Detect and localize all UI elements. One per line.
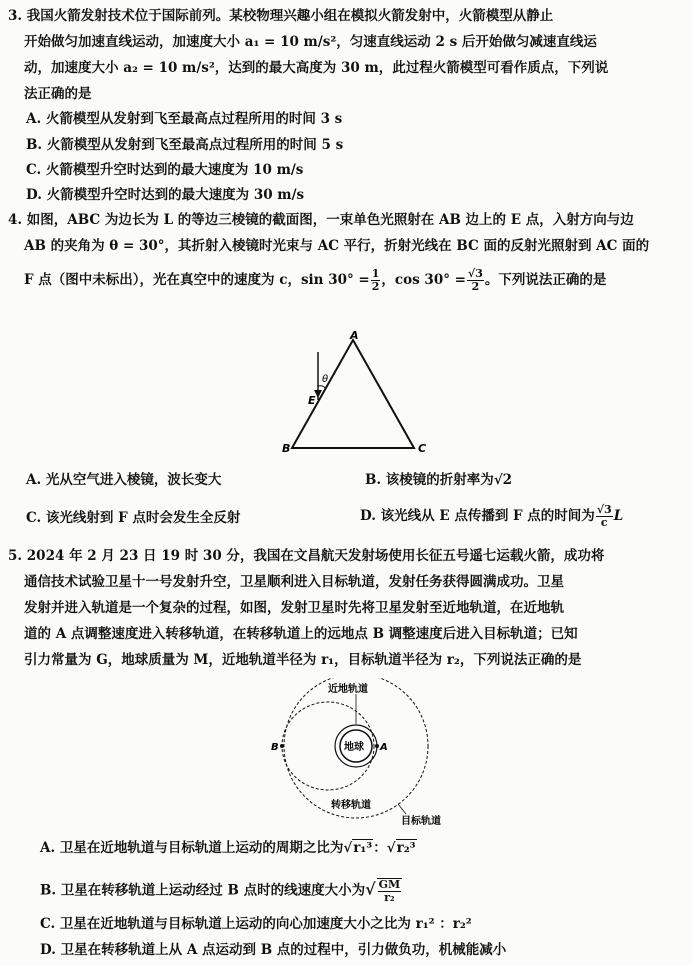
transfer-orbit-label: 转移轨道 [331, 800, 371, 811]
q5-option-c: C. 卫星在近地轨道与目标轨道上运动的向心加速度大小之比为 r₁² ：r₂² [40, 916, 472, 932]
q4-stem-line-3-part-c: 。下列说法正确的是 [484, 272, 607, 288]
q5-option-a-r2: r₂³ [396, 840, 416, 856]
q5-option-a-text: A. 卫星在近地轨道与目标轨道上运动的周期之比为 [40, 840, 344, 856]
q4-option-b-text: B. 该棱镜的折射率为 [365, 472, 494, 488]
target-orbit-leader [398, 804, 406, 814]
q3-option-a: A. 火箭模型从发射到飞至最高点过程所用的时间 3 s [26, 111, 343, 127]
q4-option-c: C. 该光线射到 F 点时会发生全反射 [26, 510, 241, 526]
q5-option-b-fraction [377, 878, 403, 904]
q4-stem-line-3 [24, 268, 606, 293]
q3-stem-line-4: 法正确的是 [24, 86, 92, 102]
cos30-den: 2 [471, 280, 480, 293]
q3-stem-line-3: 动，加速度大小 a₂ = 10 m/s²，达到的最大高度为 30 m，此过程火箭模型可看作质点，下列说 [24, 60, 609, 76]
point-a-label: A [380, 742, 388, 753]
q5-stem-line-5: 引力常量为 G，地球质量为 M，近地轨道半径为 r₁，目标轨道半径为 r₂，下列说法正确的是 [24, 652, 582, 668]
q5-stem-line-4: 道的 A 点调整速度进入转移轨道，在转移轨道上的远地点 B 调整速度后进入目标轨道；已知 [24, 626, 578, 642]
q3-stem-line-1: 3. 我国火箭发射技术位于国际前列。某校物理兴趣小组在模拟火箭发射中，火箭模型从静止 [8, 8, 554, 24]
cos30-num: √3 [467, 267, 483, 280]
q5-option-b-den: r₂ [384, 891, 395, 904]
q5-option-d: D. 卫星在转移轨道上从 A 点运动到 B 点的过程中，引力做负功，机械能减小 [40, 942, 507, 958]
point-b-label: B [271, 742, 279, 753]
q3-option-c: C. 火箭模型升空时达到的最大速度为 10 m/s [26, 162, 304, 178]
q5-option-a-r1: r₁³ [353, 840, 373, 856]
point-e-label: E [308, 394, 316, 407]
q3-option-d: D. 火箭模型升空时达到的最大速度为 30 m/s [26, 187, 305, 203]
q4-stem-line-3-part-a: F 点（图中未标出），光在真空中的速度为 c，sin 30° = [24, 272, 370, 288]
theta-label: θ [322, 374, 329, 385]
vertex-c-label: C [418, 442, 427, 455]
q5-stem-line-3: 发射并进入轨道是一个复杂的过程，如图，发射卫星时先将卫星发射至近地轨道，在近地轨 [24, 600, 564, 616]
orbit-figure [268, 678, 468, 828]
q4-stem-line-3-part-b: ，cos 30° = [381, 272, 466, 288]
q3-option-b: B. 火箭模型从发射到飞至最高点过程所用的时间 5 s [26, 137, 344, 153]
q4-option-b-value: √2 [493, 472, 513, 488]
q4-option-d-fraction [596, 504, 613, 529]
sin30-den: 2 [371, 280, 380, 293]
q3-stem-line-2: 开始做匀加速直线运动，加速度大小 a₁ = 10 m/s²，匀速直线运动 2 s 后开始做匀减速直线运 [24, 34, 597, 50]
q5-stem-line-1: 5. 2024 年 2 月 23 日 19 时 30 分，我国在文昌航天发射场使用长征五号遥七运载火箭，成功将 [8, 548, 605, 564]
prism-figure [278, 330, 428, 460]
q5-option-b: B. 卫星在转移轨道上运动经过 B 点时的线速度大小为√ $\frac{GM}{\text{r₂}}$ [40, 878, 401, 904]
q4-option-d-text: D. 该光线从 E 点传播到 F 点的时间为 [360, 508, 595, 524]
q4-option-d-den: c [600, 516, 608, 529]
vertex-a-label: A [350, 330, 359, 342]
q5-option-a: A. 卫星在近地轨道与目标轨道上运动的周期之比为√r₁³：√r₂³ [40, 840, 416, 856]
sin30-fraction [371, 268, 381, 293]
q5-stem-line-2: 通信技术试验卫星十一号发射升空，卫星顺利进入目标轨道，发射任务获得圆满成功。卫星 [24, 574, 564, 590]
point-a-dot [375, 744, 379, 748]
q4-option-d-tail: L [613, 508, 624, 524]
cos30-fraction [467, 268, 484, 293]
q4-stem-line-1: 4. 如图，ABC 为边长为 L 的等边三棱镜的截面图，一束单色光照射在 AB 边上的 E 点，入射方向与边 [8, 212, 634, 228]
sin30-num: 1 [371, 267, 380, 280]
q4-option-b [365, 470, 512, 490]
theta-arc [318, 386, 325, 388]
q5-option-a-sep: ： [373, 840, 387, 856]
vertex-b-label: B [282, 442, 291, 455]
q4-option-a: A. 光从空气进入棱镜，波长变大 [26, 472, 222, 488]
point-b-dot [280, 744, 284, 748]
q5-option-b-num: GM [378, 878, 401, 891]
near-orbit-label: 近地轨道 [328, 684, 368, 695]
earth-label: 地球 [344, 742, 364, 753]
q4-option-d [360, 504, 623, 529]
q5-option-b-text: B. 卫星在转移轨道上运动经过 B 点时的线速度大小为 [40, 882, 366, 899]
target-orbit-label: 目标轨道 [401, 816, 441, 827]
q4-stem-line-2: AB 的夹角为 θ = 30°，其折射入棱镜时光束与 AC 平行，折射光线在 BC 面的反射光照射到 AC 面的 [24, 238, 650, 254]
q4-option-d-num: √3 [596, 503, 612, 516]
